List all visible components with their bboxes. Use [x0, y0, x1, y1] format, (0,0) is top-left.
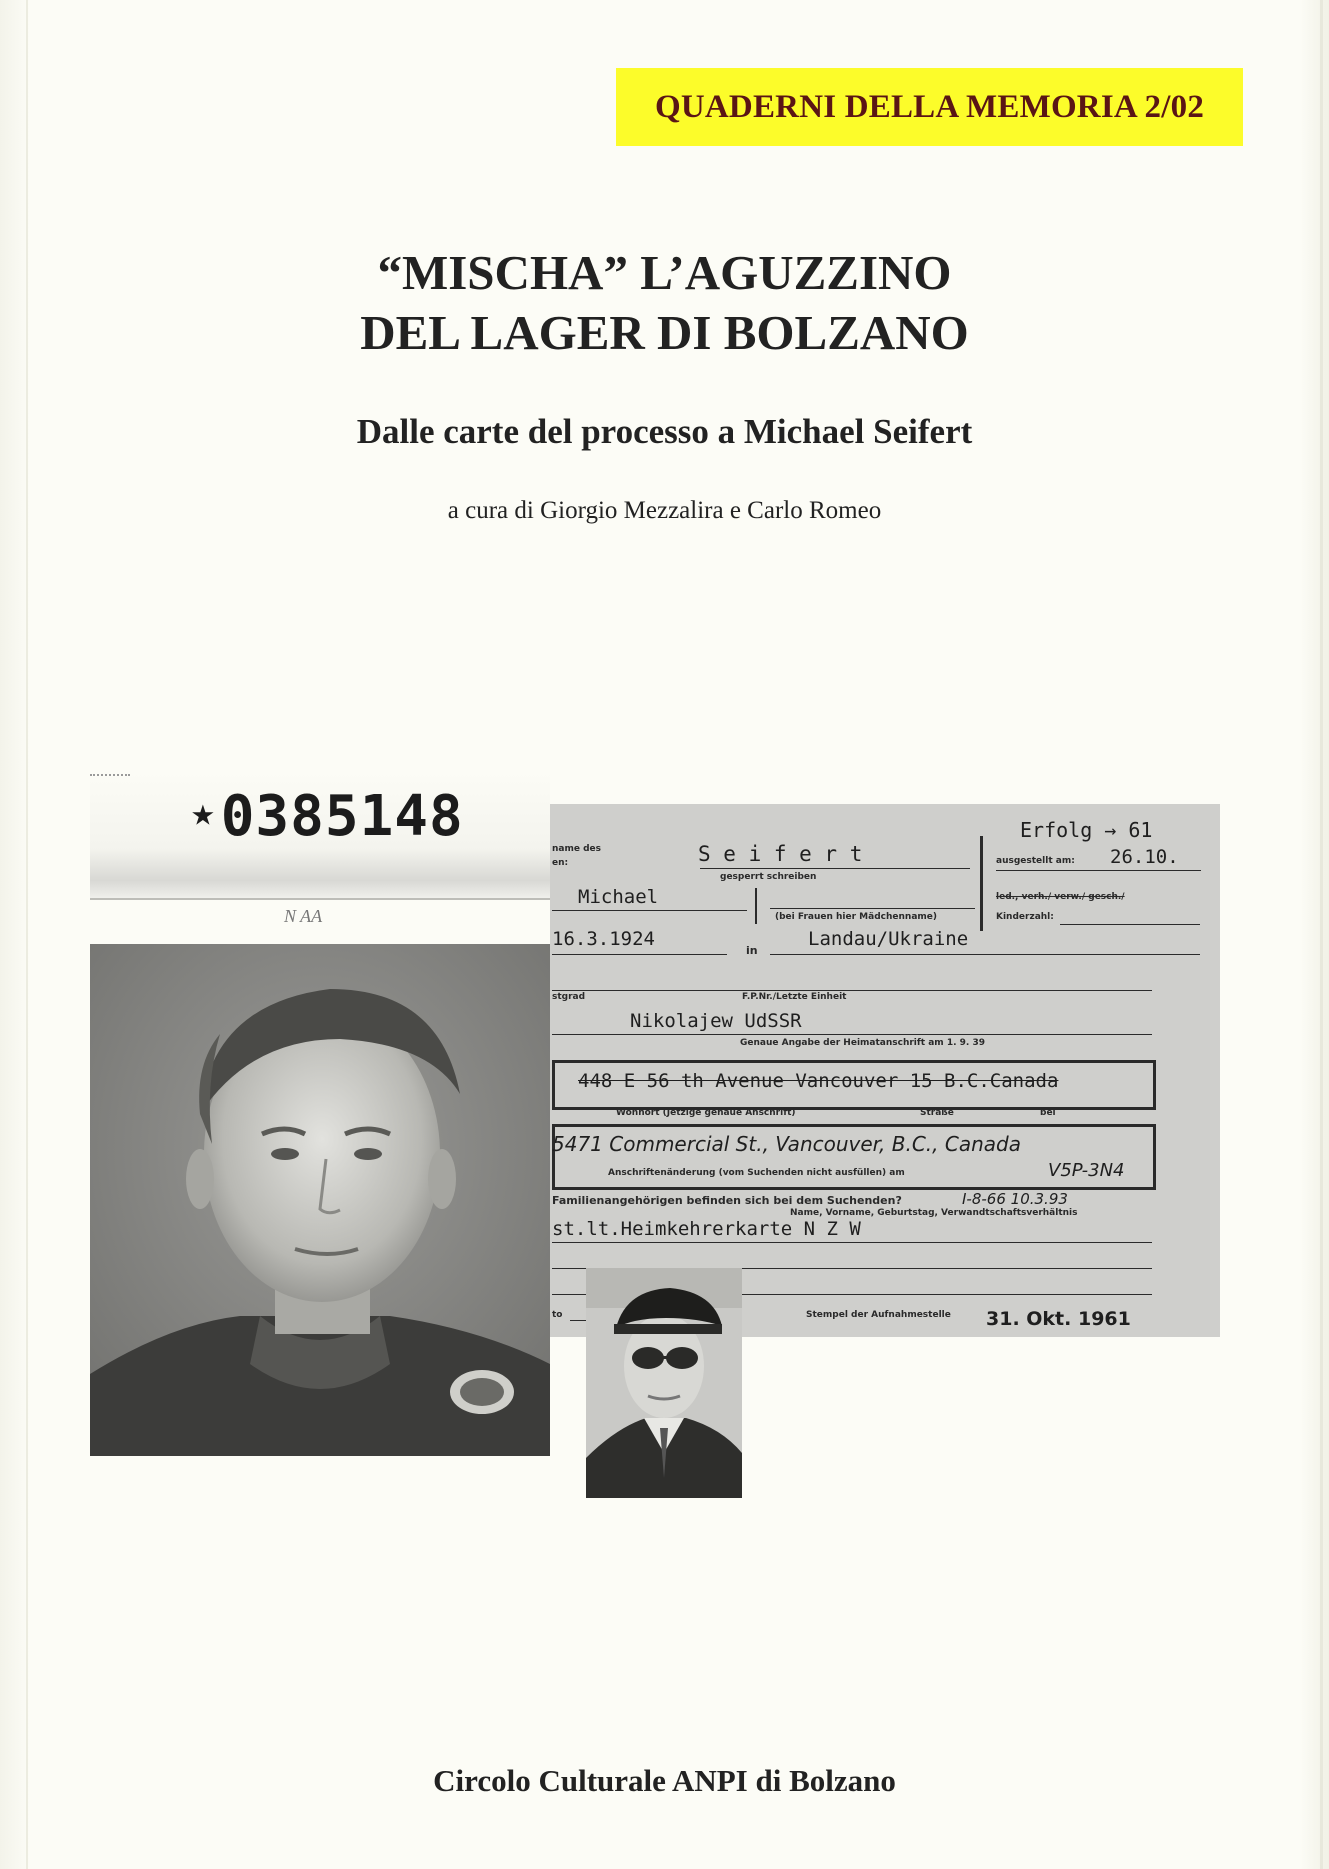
birthdate: 16.3.1924 — [552, 928, 655, 950]
label-status: led., verh./ verw./ gesch./ — [996, 892, 1125, 902]
card-type-rule — [552, 1242, 1152, 1243]
label-maiden: (bei Frauen hier Mädchenname) — [775, 912, 937, 922]
label-children: Kinderzahl: — [996, 912, 1054, 922]
registration-card — [550, 804, 1220, 1337]
title-line-1: “MISCHA” L’AGUZZINO — [377, 245, 952, 300]
birth-rule-2 — [770, 954, 1200, 955]
address-old: 448 E 56 th Avenue Vancouver 15 B.C.Canada — [578, 1070, 1059, 1092]
label-unit: F.P.Nr./Letzte Einheit — [742, 992, 847, 1002]
label-surname-2: en: — [552, 858, 569, 868]
portrait-photo-young — [90, 944, 550, 1456]
issued-date: 26.10. — [1110, 846, 1179, 868]
publisher: Circolo Culturale ANPI di Bolzano — [433, 1763, 896, 1798]
label-residence: Wohnort (Jetzige genaue Anschrift) — [616, 1108, 796, 1118]
birth-rule-1 — [552, 954, 727, 955]
series-label: QUADERNI DELLA MEMORIA 2/02 — [654, 88, 1205, 125]
maiden-rule — [770, 908, 975, 909]
firstname-rule — [552, 910, 747, 911]
firstname-divider — [755, 888, 757, 924]
subtitle: Dalle carte del processo a Michael Seifert — [356, 412, 973, 451]
label-in: in — [746, 944, 758, 957]
label-stamp: Stempel der Aufnahmestelle — [806, 1310, 951, 1320]
label-block: gesperrt schreiben — [720, 872, 817, 882]
birthplace: Landau/Ukraine — [808, 928, 969, 950]
firstname: Michael — [578, 886, 659, 908]
serial-number: ⋆0385148 — [186, 784, 464, 849]
serial-note: N AA — [284, 906, 323, 926]
rank-rule — [552, 990, 1152, 991]
label-bei: bei — [1040, 1108, 1056, 1118]
erfolg-note: Erfolg → 61 — [1020, 818, 1153, 842]
surname: S e i f e r t — [698, 842, 863, 866]
card-type: st.lt.Heimkehrerkarte N Z W — [552, 1218, 861, 1240]
label-homeland: Genaue Angabe der Heimatanschrift am 1. 9. 39 — [740, 1038, 985, 1048]
homeland: Nikolajew UdSSR — [630, 1010, 802, 1032]
label-issued: ausgestellt am: — [996, 856, 1075, 866]
label-street: Straße — [920, 1108, 954, 1118]
editors: a cura di Giorgio Mezzalira e Carlo Romeo — [447, 497, 882, 524]
postcode: V5P-3N4 — [1048, 1160, 1125, 1181]
stamp-date: 31. Okt. 1961 — [986, 1308, 1131, 1330]
children-rule — [1060, 924, 1200, 925]
title-line-2: DEL LAGER DI BOLZANO — [360, 305, 969, 360]
label-family: Familienangehörigen befinden sich bei dem Suchenden? — [552, 1194, 902, 1207]
label-to: to — [552, 1310, 563, 1320]
label-change: Anschriftenänderung (vom Suchenden nicht ausfüllen) am — [608, 1168, 905, 1178]
homeland-rule — [552, 1034, 1152, 1035]
label-rank: stgrad — [552, 992, 586, 1002]
label-names: Name, Vorname, Geburtstag, Verwandtschaftsverhältnis — [790, 1208, 1078, 1218]
vertical-divider — [980, 836, 983, 931]
portrait-photo-elderly — [586, 1268, 742, 1498]
label-surname: name des — [552, 844, 601, 854]
issued-rule — [996, 870, 1201, 871]
serial-mark — [90, 774, 130, 784]
address-new: 5471 Commercial St., Vancouver, B.C., Canada — [552, 1132, 1021, 1156]
surname-rule — [700, 868, 970, 869]
family-note: I-8-66 10.3.93 — [962, 1190, 1068, 1208]
series-badge — [616, 68, 1243, 146]
serial-rule — [90, 898, 550, 900]
